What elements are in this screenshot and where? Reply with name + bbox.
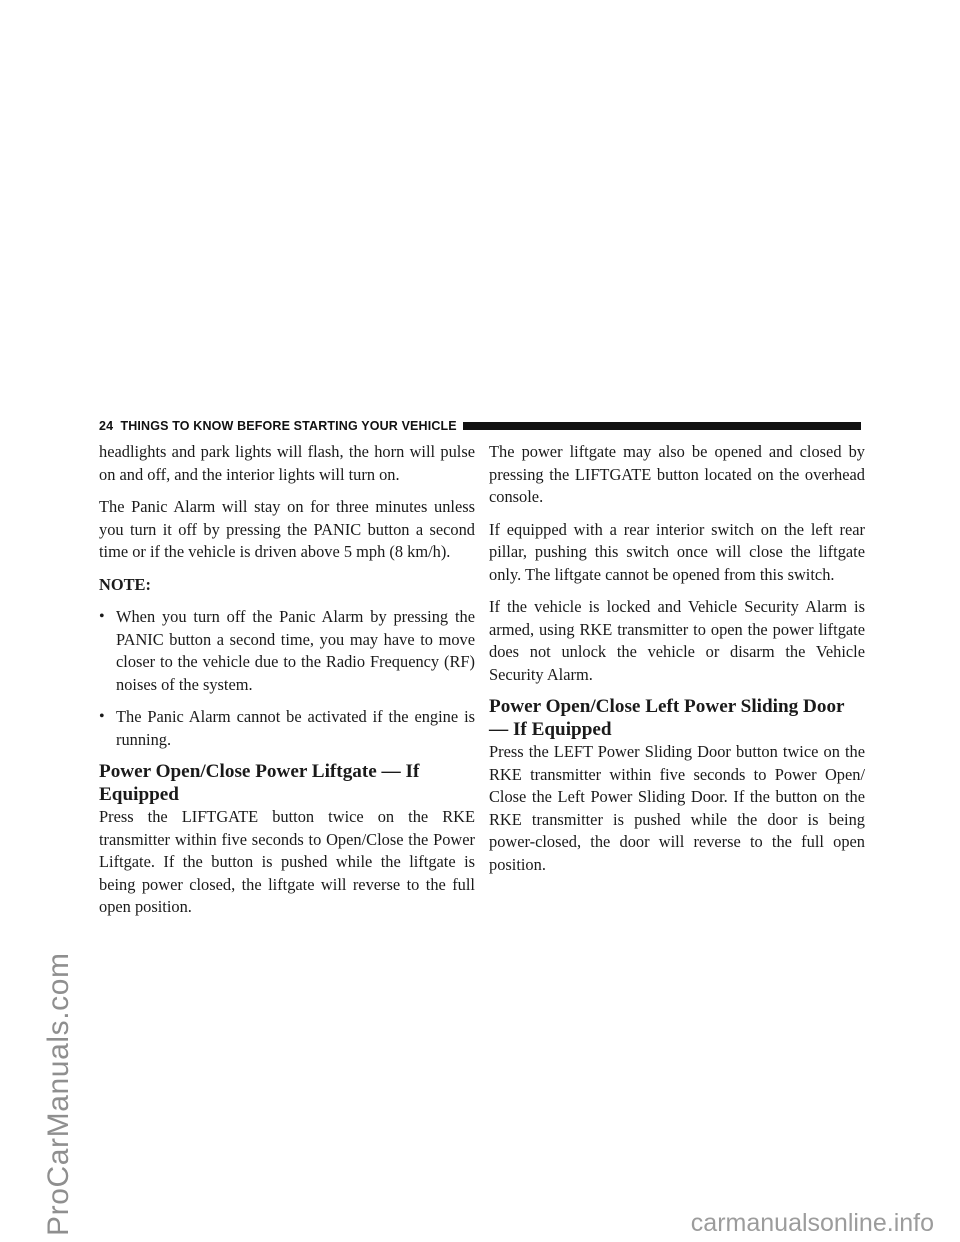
paragraph: The power liftgate may also be opened and closed by pressing the LIFTGATE button located on the overhead console. bbox=[489, 442, 865, 506]
bullet-icon: • bbox=[99, 708, 105, 725]
paragraph: Press the LIFTGATE button twice on the RKE transmitter within five seconds to Open/Close the Power Liftgate. If the button is pushed while the liftgate is being power closed, the liftgate will reverse to the full open position. bbox=[99, 807, 475, 916]
side-watermark: ProCarManuals.com bbox=[42, 952, 75, 1236]
header-title bbox=[99, 419, 457, 433]
left-column bbox=[99, 441, 475, 929]
bottom-watermark: carmanualsonline.info bbox=[690, 1209, 934, 1237]
list-item-text: The Panic Alarm cannot be activated if the engine is running. bbox=[116, 707, 475, 749]
paragraph: If equipped with a rear interior switch on the left rear pillar, pushing this switch once will close the liftgate only. The liftgate cannot be opened from this switch. bbox=[489, 519, 865, 584]
note-bullet-list bbox=[99, 606, 475, 751]
page-header bbox=[99, 419, 861, 433]
section-heading-liftgate: Power Open/Close Power Liftgate — If Equipped bbox=[99, 761, 420, 805]
list-item bbox=[99, 606, 475, 696]
header-rule bbox=[463, 422, 861, 430]
page-number: 24 bbox=[99, 419, 114, 433]
paragraph: Press the LEFT Power Sliding Door button twice on the RKE transmitter within five seconds to Power Open/ Close the Left Power Sliding Door. If the button on the RKE transmitter is pushed while the door is being power-closed, the door will reverse to the full open position. bbox=[489, 742, 865, 874]
list-item bbox=[99, 706, 475, 751]
bullet-icon: • bbox=[99, 608, 105, 625]
paragraph: headlights and park lights will flash, the horn will pulse on and off, and the interior lights will turn on. bbox=[99, 442, 475, 484]
section-heading-sliding-door: Power Open/Close Left Power Sliding Door — If Equipped bbox=[489, 696, 845, 740]
note-label: NOTE: bbox=[99, 574, 151, 594]
paragraph: If the vehicle is locked and Vehicle Security Alarm is armed, using RKE transmitter to open the power liftgate does not unlock the vehicle or disarm the Vehicle Security Alarm. bbox=[489, 597, 865, 684]
right-column bbox=[489, 441, 865, 886]
paragraph: The Panic Alarm will stay on for three minutes unless you turn it off by pressing the PANIC button a second time or if the vehicle is driven above 5 mph (8 km/h). bbox=[99, 497, 475, 561]
list-item-text: When you turn off the Panic Alarm by pressing the PANIC button a second time, you may have to move closer to the vehicle due to the Radio Frequency (RF) noises of the system. bbox=[116, 607, 475, 694]
section-title: THINGS TO KNOW BEFORE STARTING YOUR VEHICLE bbox=[120, 419, 457, 433]
